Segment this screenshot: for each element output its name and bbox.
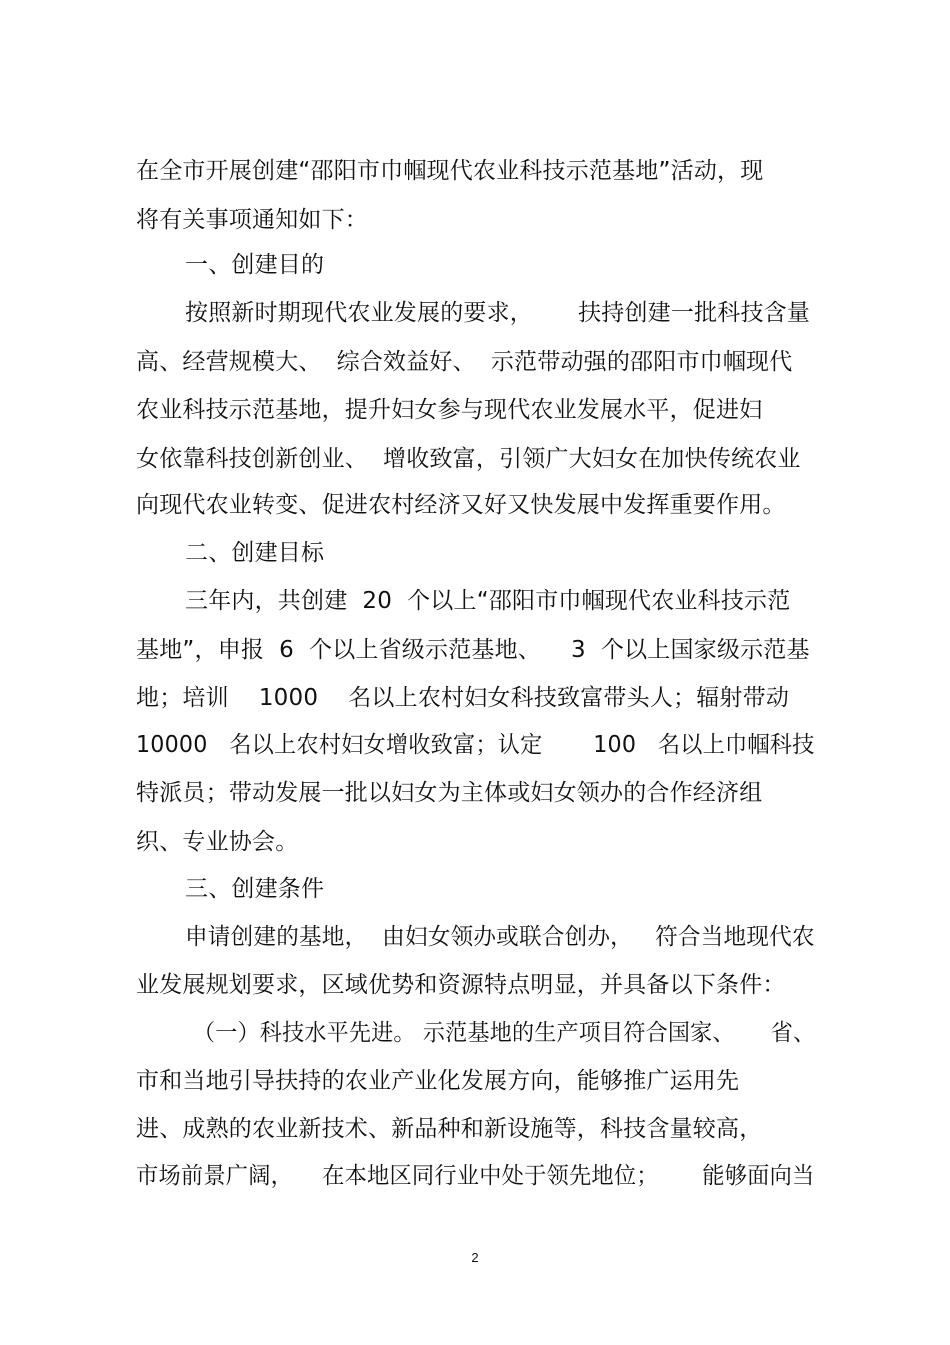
section-heading: 一、创建目的 [185,252,325,278]
body-text-line: （一）科技水平先进。 示范基地的生产项目符合国家、 省、 [193,1020,816,1046]
body-text-line: 女依靠科技创新创业、 增收致富，引领广大妇女在加快传统农业 [136,446,801,472]
body-text-line: 基地”，申报 6 个以上省级示范基地、 3 个以上国家级示范基 [136,637,810,663]
section-heading: 三、创建条件 [185,876,325,902]
page-number: 2 [471,1250,479,1265]
body-text-line: 10000 名以上农村妇女增收致富；认定 100 名以上巾帼科技 [136,732,815,758]
body-text-line: 织、专业协会。 [136,829,299,855]
body-text-line: 将有关事项通知如下： [136,207,368,233]
body-text-line: 申请创建的基地， 由妇女领办或联合创办， 符合当地现代农 [185,924,815,950]
body-text-line: 市和当地引导扶持的农业产业化发展方向，能够推广运用先 [136,1068,740,1094]
body-text-line: 高、经营规模大、 综合效益好、 示范带动强的邵阳市巾帼现代 [136,349,793,375]
body-text-line: 向现代农业转变、促进农村经济又好又快发展中发挥重要作用。 [136,492,786,518]
section-heading: 二、创建目标 [185,540,325,566]
body-text-line: 市场前景广阔， 在本地区同行业中处于领先地位； 能够面向当 [136,1163,815,1189]
body-text-line: 农业科技示范基地，提升妇女参与现代农业发展水平，促进妇 [136,397,763,423]
body-text-line: 按照新时期现代农业发展的要求， 扶持创建一批科技含量 [185,300,811,326]
body-text-line: 在全市开展创建“邵阳市巾帼现代农业科技示范基地”活动，现 [136,158,764,184]
body-text-line: 三年内，共创建 20 个以上“邵阳市巾帼现代农业科技示范 [185,588,791,614]
body-text-line: 地；培训 1000 名以上农村妇女科技致富带头人；辐射带动 [136,685,790,711]
body-text-line: 特派员；带动发展一批以妇女为主体或妇女领办的合作经济组 [136,780,763,806]
body-text-line: 进、成熟的农业新技术、新品种和新设施等，科技含量较高， [136,1116,763,1142]
body-text-line: 业发展规划要求，区域优势和资源特点明显，并具备以下条件： [136,972,786,998]
